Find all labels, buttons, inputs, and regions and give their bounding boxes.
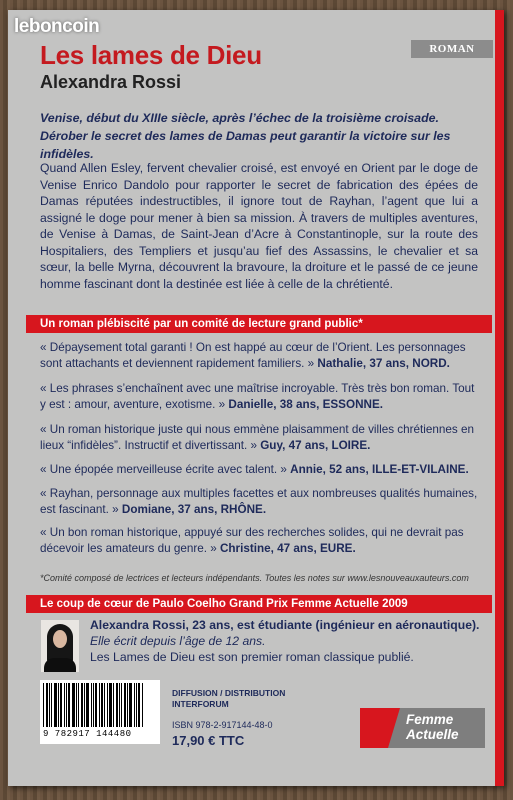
prize-banner: Le coup de cœur de Paulo Coelho Grand Prix Femme Actuelle 2009: [26, 595, 492, 613]
review-item: « Les phrases s’enchaînent avec une maîtrise incroyable. Très très bon roman. Tout y est : amour, aventure, exotisme. » Danielle, 38 ans, ESSONNE.: [40, 382, 475, 411]
author-bio: Alexandra Rossi, 23 ans, est étudiante (ingénieur en aéronautique). Elle écrit depuis l’âge de 12 ans. Les Lames de Dieu est son premier roman classique publié.: [90, 618, 480, 664]
book-author: Alexandra Rossi: [40, 72, 182, 92]
distribution-info: DIFFUSION / DISTRIBUTION INTERFORUM: [172, 688, 286, 709]
jury-footnote: *Comité composé de lectrices et lecteurs indépendants. Toutes les notes sur www.lesnouveauxauteurs.com: [40, 573, 469, 583]
price: 17,90 € TTC: [172, 733, 245, 748]
isbn: ISBN 978-2-917144-48-0: [172, 720, 273, 730]
review-item: « Rayhan, personnage aux multiples facettes et aux nombreuses qualités humaines, est fascinant. » Domiane, 37 ans, RHÔNE.: [40, 487, 478, 516]
review-item: « Un roman historique juste qui nous emmène plaisamment de villes chrétiennes en lieux “infidèles”. Instructif et divertissant. » Guy, 47 ans, LOIRE.: [40, 423, 474, 452]
red-spine: [495, 10, 504, 786]
femme-actuelle-logo: Femme Actuelle: [360, 708, 485, 748]
book-back-cover: [8, 10, 504, 786]
review-item: « Une épopée merveilleuse écrite avec talent. » Annie, 52 ans, ILLE-ET-VILAINE.: [40, 463, 469, 476]
book-synopsis: Quand Allen Esley, fervent chevalier croisé, est envoyé en Orient par le doge de Venise Enrico Dandolo pour rapporter le secret de fabrication des épées de Damas réputées indestructibles, il ignore tout de Rayhan, l’agent que lui a assigné le doge pour mener à bien sa mission. À travers de multiples aventures, de Venise à Damas, de Saint-Jean d’Acre à Constantinople, sur la route des Hospitaliers, des Templiers et jusqu’au fief des Assassins, le chevalier et sa sœur, la belle Myrna, découvrent la bravoure, la droiture et le passé de ce jeune homme fascinant dont la destinée est liée à celle de la chrétienté.: [40, 161, 478, 291]
barcode-bars: [43, 683, 157, 727]
author-photo: [41, 620, 79, 672]
review-item: « Dépaysement total garanti ! On est happé au cœur de l’Orient. Les personnages sont attachants et deviennent rapidement familiers. » Nathalie, 37 ans, NORD.: [40, 341, 466, 370]
barcode-number: 9 782917 144480: [43, 729, 132, 739]
barcode: [40, 680, 160, 744]
reviews-banner: Un roman plébiscité par un comité de lecture grand public*: [26, 315, 492, 333]
review-item: « Un bon roman historique, appuyé sur des recherches solides, qui ne devrait pas décevoir les amateurs du genre. » Christine, 47 ans, EURE.: [40, 526, 464, 555]
book-title: Les lames de Dieu: [40, 40, 262, 70]
genre-tag: ROMAN: [411, 40, 493, 58]
book-pitch: Venise, début du XIIIe siècle, après l’échec de la troisième croisade. Dérober le secret des lames de Damas peut garantir la victoire sur les infidèles.: [40, 111, 451, 161]
leboncoin-watermark: leboncoin: [14, 16, 100, 37]
